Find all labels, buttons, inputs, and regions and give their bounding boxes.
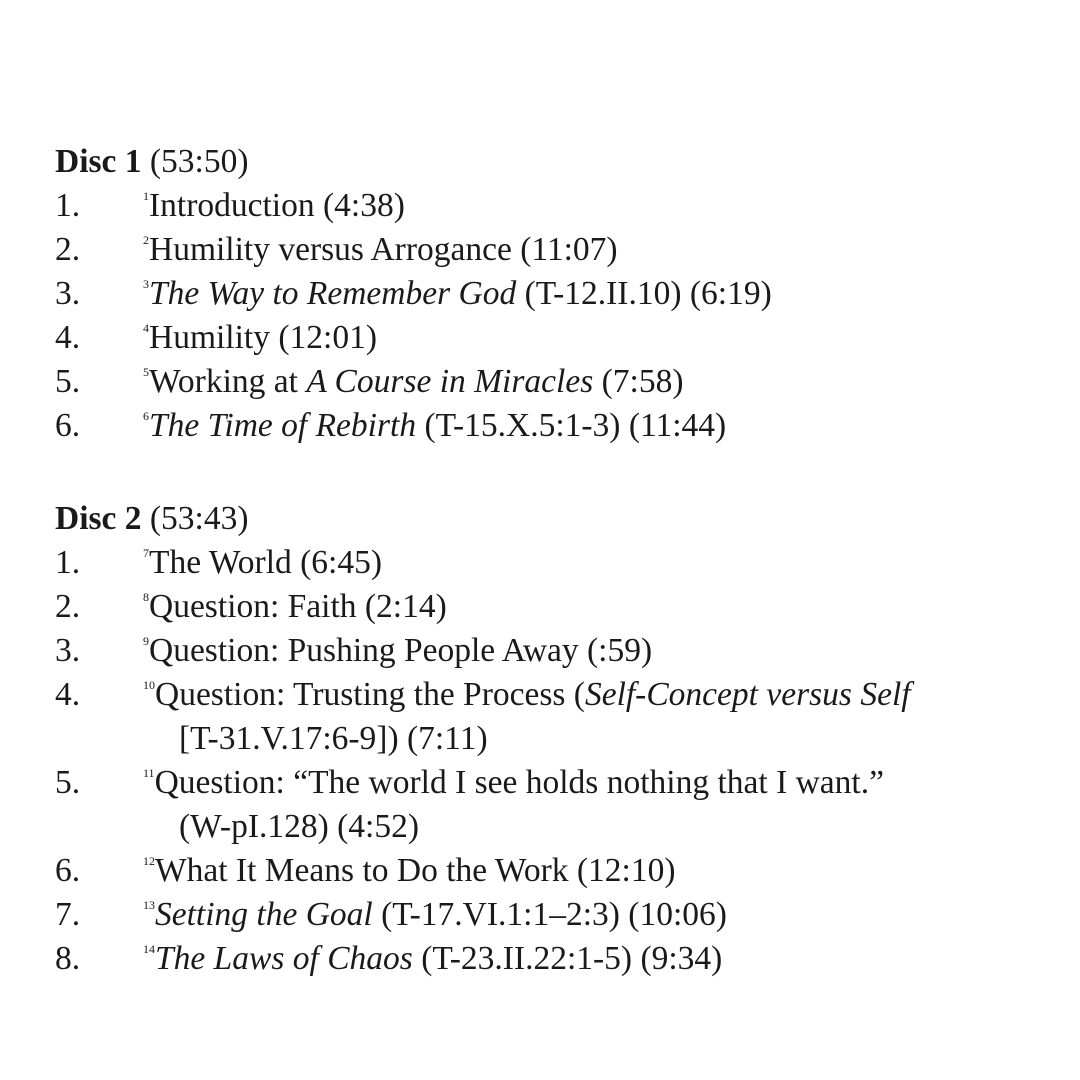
track-title-italic: The Time of Rebirth: [149, 407, 417, 444]
track-title-text: Question: Pushing People Away (:59): [149, 632, 653, 669]
track-index: 13: [143, 898, 155, 912]
track-index: 14: [143, 942, 155, 956]
track-index: 11: [143, 766, 155, 780]
disc-label: Disc 2: [55, 500, 142, 537]
track-title-italic: Self-Concept versus Self: [584, 676, 911, 713]
track-index: 10: [143, 678, 155, 692]
track-number: 2.: [55, 231, 81, 268]
track-index: 5: [143, 365, 149, 379]
disc-2-section: [55, 497, 1055, 981]
track-number: 3.: [55, 275, 81, 312]
track-item: [55, 184, 1055, 228]
disc-duration: (53:50): [149, 143, 249, 180]
disc-heading: [55, 140, 1055, 184]
track-index: 12: [143, 854, 155, 868]
track-title-italic: A Course in Miracles: [306, 363, 594, 400]
track-index: 1: [143, 189, 149, 203]
track-number: 4.: [55, 319, 81, 356]
track-item: [55, 849, 1055, 893]
track-index: 8: [143, 590, 149, 604]
track-item: [55, 673, 1055, 761]
disc-duration: (53:43): [149, 500, 249, 537]
track-title-italic: The Way to Remember God: [149, 275, 517, 312]
disc-label: Disc 1: [55, 143, 142, 180]
track-title-text: Humility versus Arrogance (11:07): [149, 231, 618, 268]
track-item: [55, 585, 1055, 629]
track-index: 4: [143, 321, 149, 335]
track-number: 8.: [55, 940, 81, 977]
disc-heading: [55, 497, 1055, 541]
track-number: 2.: [55, 588, 81, 625]
track-title-text: Question: Trusting the Process (: [155, 676, 585, 713]
track-list: [55, 184, 1055, 448]
track-item: [55, 893, 1055, 937]
track-number: 1.: [55, 187, 81, 224]
track-number: 6.: [55, 852, 81, 889]
track-index: 7: [143, 546, 149, 560]
track-index: 6: [143, 409, 149, 423]
track-item: [55, 541, 1055, 585]
track-item: [55, 228, 1055, 272]
track-item: [55, 404, 1055, 448]
track-title-italic: The Laws of Chaos: [155, 940, 413, 977]
track-title-text: (T-17.VI.1:1–2:3) (10:06): [372, 896, 727, 933]
track-index: 3: [143, 277, 149, 291]
track-title-text: Question: Faith (2:14): [149, 588, 447, 625]
track-title-text: The World (6:45): [149, 544, 382, 581]
disc-1-section: [55, 140, 1055, 448]
track-number: 3.: [55, 632, 81, 669]
track-item: [55, 272, 1055, 316]
track-title-text: Question: “The world I see holds nothing that I want.”: [154, 764, 884, 801]
track-title-text: (T-12.II.10) (6:19): [516, 275, 772, 312]
track-title-text: (T-15.X.5:1-3) (11:44): [416, 407, 727, 444]
track-item: [55, 360, 1055, 404]
track-number: 5.: [55, 764, 81, 801]
track-item: [55, 937, 1055, 981]
track-title-continuation: [T-31.V.17:6-9]) (7:11): [179, 720, 488, 757]
track-title-italic: Setting the Goal: [155, 896, 373, 933]
track-index: 9: [143, 634, 149, 648]
track-title-text: What It Means to Do the Work (12:10): [155, 852, 676, 889]
track-number: 1.: [55, 544, 81, 581]
track-number: 7.: [55, 896, 81, 933]
track-number: 4.: [55, 676, 81, 713]
track-list: [55, 541, 1055, 981]
track-number: 5.: [55, 363, 81, 400]
track-title-text: (7:58): [593, 363, 684, 400]
track-title-text: (T-23.II.22:1-5) (9:34): [412, 940, 723, 977]
track-item: [55, 316, 1055, 360]
track-title-text: Introduction (4:38): [149, 187, 405, 224]
track-title-text: Humility (12:01): [149, 319, 377, 356]
track-title-continuation: (W-pI.128) (4:52): [179, 808, 420, 845]
track-item: [55, 629, 1055, 673]
track-number: 6.: [55, 407, 81, 444]
track-index: 2: [143, 233, 149, 247]
track-item: [55, 761, 1055, 849]
track-title-text: Working at: [149, 363, 307, 400]
